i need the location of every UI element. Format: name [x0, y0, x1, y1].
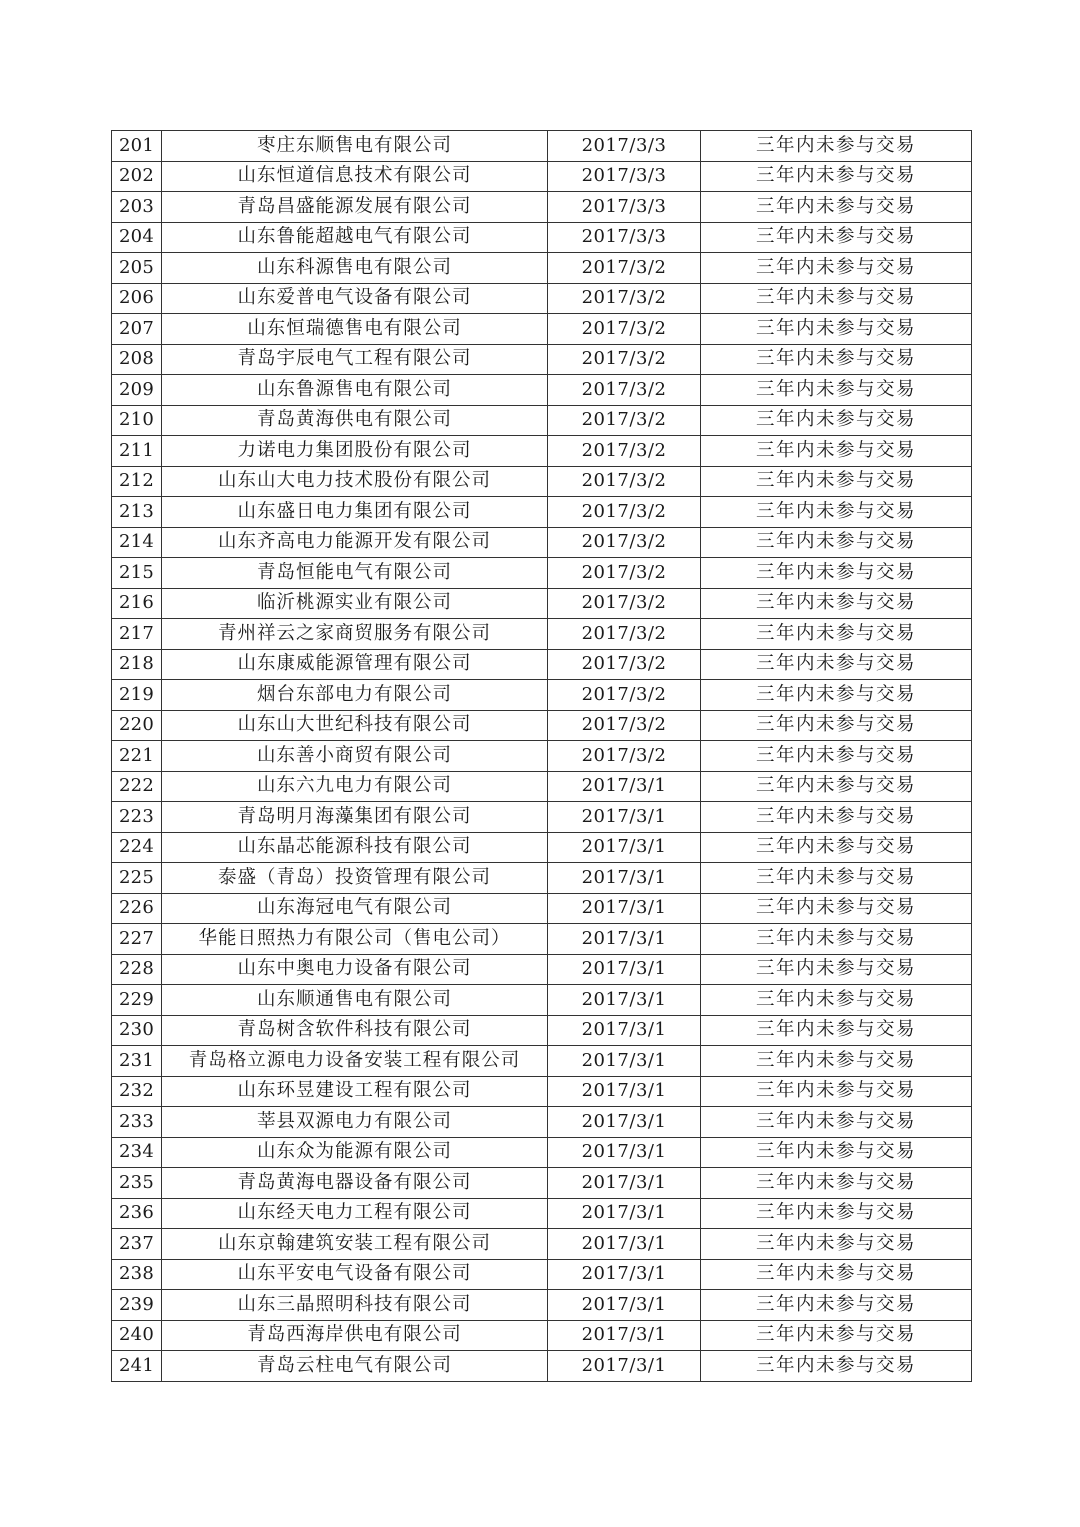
company-name: 山东齐高电力能源开发有限公司: [162, 527, 548, 558]
trading-status: 三年内未参与交易: [701, 1259, 972, 1290]
company-name: 山东科源售电有限公司: [162, 253, 548, 284]
table-row: [112, 1259, 972, 1290]
trading-status: 三年内未参与交易: [701, 1046, 972, 1077]
trading-status: 三年内未参与交易: [701, 954, 972, 985]
table-row: [112, 405, 972, 436]
registration-date: 2017/3/2: [548, 588, 701, 619]
row-number: 220: [112, 710, 162, 741]
row-number: 206: [112, 283, 162, 314]
table-row: [112, 131, 972, 162]
registration-date: 2017/3/1: [548, 954, 701, 985]
trading-status: 三年内未参与交易: [701, 131, 972, 162]
trading-status: 三年内未参与交易: [701, 253, 972, 284]
trading-status: 三年内未参与交易: [701, 1168, 972, 1199]
registration-date: 2017/3/1: [548, 1015, 701, 1046]
company-name: 山东三晶照明科技有限公司: [162, 1290, 548, 1321]
table-row: [112, 1046, 972, 1077]
table-row: [112, 710, 972, 741]
registration-date: 2017/3/1: [548, 771, 701, 802]
table-row: [112, 527, 972, 558]
trading-status: 三年内未参与交易: [701, 893, 972, 924]
row-number: 232: [112, 1076, 162, 1107]
trading-status: 三年内未参与交易: [701, 344, 972, 375]
row-number: 208: [112, 344, 162, 375]
trading-status: 三年内未参与交易: [701, 1320, 972, 1351]
table-row: [112, 466, 972, 497]
row-number: 209: [112, 375, 162, 406]
company-name: 青岛宇辰电气工程有限公司: [162, 344, 548, 375]
company-name: 山东鲁源售电有限公司: [162, 375, 548, 406]
row-number: 218: [112, 649, 162, 680]
row-number: 229: [112, 985, 162, 1016]
registration-date: 2017/3/2: [548, 497, 701, 528]
company-name: 山东众为能源有限公司: [162, 1137, 548, 1168]
company-name: 山东海冠电气有限公司: [162, 893, 548, 924]
registration-date: 2017/3/2: [548, 405, 701, 436]
row-number: 223: [112, 802, 162, 833]
registration-date: 2017/3/3: [548, 161, 701, 192]
registration-date: 2017/3/1: [548, 1290, 701, 1321]
table-row: [112, 1320, 972, 1351]
row-number: 233: [112, 1107, 162, 1138]
company-name: 力诺电力集团股份有限公司: [162, 436, 548, 467]
company-name: 山东六九电力有限公司: [162, 771, 548, 802]
registration-date: 2017/3/1: [548, 1320, 701, 1351]
company-name: 山东山大世纪科技有限公司: [162, 710, 548, 741]
trading-status: 三年内未参与交易: [701, 832, 972, 863]
table-row: [112, 1168, 972, 1199]
registration-date: 2017/3/2: [548, 253, 701, 284]
registration-date: 2017/3/2: [548, 680, 701, 711]
trading-status: 三年内未参与交易: [701, 863, 972, 894]
row-number: 237: [112, 1229, 162, 1260]
row-number: 228: [112, 954, 162, 985]
trading-status: 三年内未参与交易: [701, 741, 972, 772]
company-name: 青岛昌盛能源发展有限公司: [162, 192, 548, 223]
registration-date: 2017/3/1: [548, 1229, 701, 1260]
registration-date: 2017/3/1: [548, 1259, 701, 1290]
row-number: 240: [112, 1320, 162, 1351]
trading-status: 三年内未参与交易: [701, 497, 972, 528]
trading-status: 三年内未参与交易: [701, 436, 972, 467]
row-number: 217: [112, 619, 162, 650]
trading-status: 三年内未参与交易: [701, 680, 972, 711]
registration-date: 2017/3/2: [548, 527, 701, 558]
table-row: [112, 619, 972, 650]
table-row: [112, 771, 972, 802]
row-number: 231: [112, 1046, 162, 1077]
table-row: [112, 192, 972, 223]
table-row: [112, 985, 972, 1016]
row-number: 215: [112, 558, 162, 589]
row-number: 227: [112, 924, 162, 955]
trading-status: 三年内未参与交易: [701, 222, 972, 253]
trading-status: 三年内未参与交易: [701, 1290, 972, 1321]
company-name: 青岛黄海电器设备有限公司: [162, 1168, 548, 1199]
company-name: 烟台东部电力有限公司: [162, 680, 548, 711]
registration-date: 2017/3/2: [548, 283, 701, 314]
row-number: 230: [112, 1015, 162, 1046]
trading-status: 三年内未参与交易: [701, 283, 972, 314]
row-number: 207: [112, 314, 162, 345]
row-number: 205: [112, 253, 162, 284]
company-name: 青岛云柱电气有限公司: [162, 1351, 548, 1382]
trading-status: 三年内未参与交易: [701, 405, 972, 436]
table-row: [112, 1229, 972, 1260]
company-name: 青州祥云之家商贸服务有限公司: [162, 619, 548, 650]
company-name: 山东平安电气设备有限公司: [162, 1259, 548, 1290]
registration-date: 2017/3/1: [548, 985, 701, 1016]
table-row: [112, 1015, 972, 1046]
company-name: 山东爱普电气设备有限公司: [162, 283, 548, 314]
table-row: [112, 680, 972, 711]
registration-date: 2017/3/1: [548, 1351, 701, 1382]
table-row: [112, 1076, 972, 1107]
registration-date: 2017/3/3: [548, 192, 701, 223]
row-number: 213: [112, 497, 162, 528]
trading-status: 三年内未参与交易: [701, 1229, 972, 1260]
table-row: [112, 588, 972, 619]
company-name: 青岛黄海供电有限公司: [162, 405, 548, 436]
row-number: 202: [112, 161, 162, 192]
table-row: [112, 497, 972, 528]
company-name: 青岛明月海藻集团有限公司: [162, 802, 548, 833]
row-number: 236: [112, 1198, 162, 1229]
trading-status: 三年内未参与交易: [701, 985, 972, 1016]
registration-date: 2017/3/1: [548, 1198, 701, 1229]
table-row: [112, 1107, 972, 1138]
registration-date: 2017/3/1: [548, 1137, 701, 1168]
registration-date: 2017/3/3: [548, 222, 701, 253]
row-number: 221: [112, 741, 162, 772]
row-number: 211: [112, 436, 162, 467]
trading-status: 三年内未参与交易: [701, 802, 972, 833]
company-name: 山东京翰建筑安装工程有限公司: [162, 1229, 548, 1260]
row-number: 238: [112, 1259, 162, 1290]
trading-status: 三年内未参与交易: [701, 1015, 972, 1046]
row-number: 234: [112, 1137, 162, 1168]
registration-date: 2017/3/2: [548, 710, 701, 741]
registration-date: 2017/3/2: [548, 619, 701, 650]
company-name: 山东恒瑞德售电有限公司: [162, 314, 548, 345]
registration-date: 2017/3/1: [548, 1168, 701, 1199]
row-number: 222: [112, 771, 162, 802]
trading-status: 三年内未参与交易: [701, 649, 972, 680]
company-name: 山东顺通售电有限公司: [162, 985, 548, 1016]
company-name: 青岛格立源电力设备安装工程有限公司: [162, 1046, 548, 1077]
registration-date: 2017/3/1: [548, 802, 701, 833]
registration-date: 2017/3/2: [548, 436, 701, 467]
row-number: 225: [112, 863, 162, 894]
row-number: 226: [112, 893, 162, 924]
table-row: [112, 1137, 972, 1168]
table-row: [112, 314, 972, 345]
company-name: 山东康威能源管理有限公司: [162, 649, 548, 680]
registration-date: 2017/3/1: [548, 1046, 701, 1077]
registration-date: 2017/3/2: [548, 649, 701, 680]
company-table: [111, 130, 972, 1382]
company-list-page: [111, 130, 971, 1382]
row-number: 235: [112, 1168, 162, 1199]
company-name: 青岛树含软件科技有限公司: [162, 1015, 548, 1046]
row-number: 224: [112, 832, 162, 863]
table-row: [112, 832, 972, 863]
trading-status: 三年内未参与交易: [701, 619, 972, 650]
company-name: 山东中奥电力设备有限公司: [162, 954, 548, 985]
trading-status: 三年内未参与交易: [701, 1076, 972, 1107]
table-row: [112, 375, 972, 406]
table-row: [112, 161, 972, 192]
company-name: 山东鲁能超越电气有限公司: [162, 222, 548, 253]
trading-status: 三年内未参与交易: [701, 466, 972, 497]
table-row: [112, 1198, 972, 1229]
row-number: 241: [112, 1351, 162, 1382]
table-row: [112, 253, 972, 284]
registration-date: 2017/3/2: [548, 314, 701, 345]
company-name: 山东经天电力工程有限公司: [162, 1198, 548, 1229]
trading-status: 三年内未参与交易: [701, 375, 972, 406]
company-name: 山东晶芯能源科技有限公司: [162, 832, 548, 863]
table-row: [112, 436, 972, 467]
registration-date: 2017/3/1: [548, 1107, 701, 1138]
registration-date: 2017/3/1: [548, 863, 701, 894]
row-number: 216: [112, 588, 162, 619]
company-name: 山东善小商贸有限公司: [162, 741, 548, 772]
table-row: [112, 893, 972, 924]
company-name: 山东环昱建设工程有限公司: [162, 1076, 548, 1107]
table-row: [112, 283, 972, 314]
registration-date: 2017/3/2: [548, 741, 701, 772]
row-number: 210: [112, 405, 162, 436]
table-row: [112, 649, 972, 680]
company-name: 山东盛日电力集团有限公司: [162, 497, 548, 528]
company-name: 山东恒道信息技术有限公司: [162, 161, 548, 192]
company-name: 泰盛（青岛）投资管理有限公司: [162, 863, 548, 894]
trading-status: 三年内未参与交易: [701, 192, 972, 223]
row-number: 212: [112, 466, 162, 497]
trading-status: 三年内未参与交易: [701, 1137, 972, 1168]
trading-status: 三年内未参与交易: [701, 161, 972, 192]
row-number: 219: [112, 680, 162, 711]
company-name: 莘县双源电力有限公司: [162, 1107, 548, 1138]
trading-status: 三年内未参与交易: [701, 1107, 972, 1138]
row-number: 203: [112, 192, 162, 223]
registration-date: 2017/3/2: [548, 466, 701, 497]
registration-date: 2017/3/2: [548, 558, 701, 589]
company-name: 青岛恒能电气有限公司: [162, 558, 548, 589]
company-name: 山东山大电力技术股份有限公司: [162, 466, 548, 497]
trading-status: 三年内未参与交易: [701, 558, 972, 589]
table-row: [112, 863, 972, 894]
row-number: 214: [112, 527, 162, 558]
company-name: 枣庄东顺售电有限公司: [162, 131, 548, 162]
trading-status: 三年内未参与交易: [701, 1351, 972, 1382]
table-row: [112, 741, 972, 772]
table-row: [112, 558, 972, 589]
table-row: [112, 924, 972, 955]
trading-status: 三年内未参与交易: [701, 527, 972, 558]
trading-status: 三年内未参与交易: [701, 924, 972, 955]
table-row: [112, 802, 972, 833]
registration-date: 2017/3/3: [548, 131, 701, 162]
row-number: 204: [112, 222, 162, 253]
registration-date: 2017/3/1: [548, 893, 701, 924]
registration-date: 2017/3/1: [548, 832, 701, 863]
table-row: [112, 222, 972, 253]
table-row: [112, 344, 972, 375]
company-name: 临沂桃源实业有限公司: [162, 588, 548, 619]
trading-status: 三年内未参与交易: [701, 1198, 972, 1229]
trading-status: 三年内未参与交易: [701, 710, 972, 741]
registration-date: 2017/3/2: [548, 375, 701, 406]
trading-status: 三年内未参与交易: [701, 588, 972, 619]
table-row: [112, 954, 972, 985]
registration-date: 2017/3/1: [548, 924, 701, 955]
table-row: [112, 1290, 972, 1321]
company-name: 华能日照热力有限公司（售电公司）: [162, 924, 548, 955]
trading-status: 三年内未参与交易: [701, 771, 972, 802]
trading-status: 三年内未参与交易: [701, 314, 972, 345]
registration-date: 2017/3/1: [548, 1076, 701, 1107]
row-number: 201: [112, 131, 162, 162]
table-body: [112, 131, 972, 1382]
row-number: 239: [112, 1290, 162, 1321]
registration-date: 2017/3/2: [548, 344, 701, 375]
table-row: [112, 1351, 972, 1382]
company-name: 青岛西海岸供电有限公司: [162, 1320, 548, 1351]
